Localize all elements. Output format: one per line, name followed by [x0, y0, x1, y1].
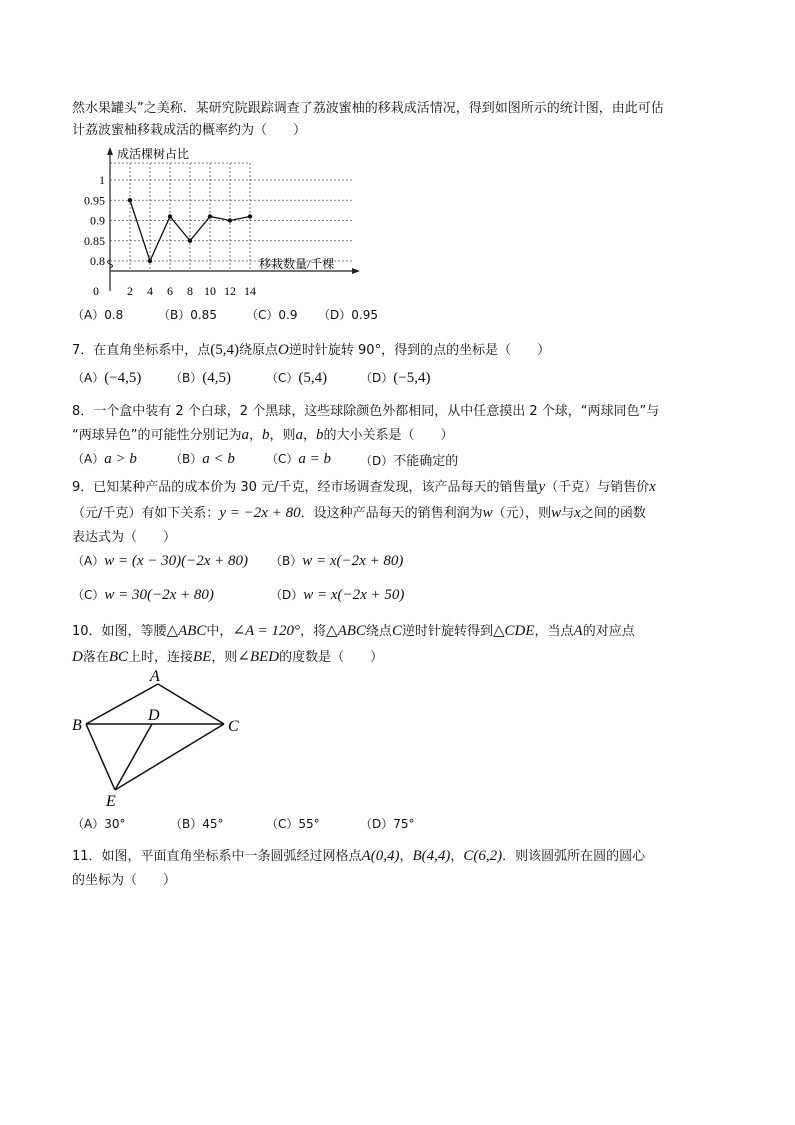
segment-ac: [158, 684, 224, 724]
q10-option-c[interactable]: （C）55°: [266, 817, 320, 831]
q7-option-a[interactable]: （A）(−4,5): [72, 370, 142, 386]
y-tick-label: 1: [99, 173, 105, 187]
y-axis-label: 成活棵树占比: [117, 147, 190, 161]
segment-be: [86, 724, 115, 790]
x-tick-label: 2: [127, 284, 133, 298]
q9-line-3: 表达式为（ ）: [72, 530, 177, 545]
q9-option-b[interactable]: （B）w = x(−2x + 80): [270, 553, 404, 569]
x-tick-label: 4: [147, 284, 153, 298]
q8-option-d[interactable]: （D）不能确定的: [360, 454, 459, 469]
data-point: [208, 214, 212, 218]
y-tick-label: 0.95: [84, 193, 105, 208]
y-axis-arrow: [107, 147, 113, 155]
data-point: [248, 214, 252, 218]
q8-line-1: 8．一个盒中装有 2 个白球，2 个黑球，这些球除颜色外都相同，从中任意摸出 2 个球，“两球同色”与: [72, 404, 660, 419]
x-tick-label: 8: [187, 284, 193, 298]
label-b: B: [72, 717, 82, 734]
q6-option-c[interactable]: （C）0.9: [246, 308, 298, 322]
x-tick-label: 6: [167, 284, 173, 298]
q9-option-d[interactable]: （D）w = x(−2x + 50): [270, 587, 405, 603]
q6-line-2: 计荔波蜜柚移栽成活的概率约为（ ）: [72, 123, 307, 138]
q10-option-d[interactable]: （D）75°: [360, 817, 415, 831]
data-point: [228, 218, 232, 222]
segment-ed: [115, 724, 152, 790]
q8-line-2: “两球异色”的可能性分别记为a，b，则a，b的大小关系是（ ）: [72, 427, 454, 443]
q11-line-1: 11．如图，平面直角坐标系中一条圆弧经过网格点A(0,4)，B(4,4)，C(6,2)．则该圆弧所在圆的圆心: [72, 848, 646, 864]
x-tick-label: 14: [244, 284, 256, 298]
q8-option-c[interactable]: （C）a = b: [266, 451, 332, 467]
segment-ec: [115, 724, 224, 790]
label-e: E: [106, 793, 116, 810]
q9-line-1: 9．已知某种产品的成本价为 30 元/千克，经市场调查发现，该产品每天的销售量y（千克）与销售价x: [72, 479, 656, 495]
q7-option-c[interactable]: （C）(5,4): [266, 370, 328, 386]
q11-line-2: 的坐标为（ ）: [72, 873, 177, 888]
q9-line-2: （元/千克）有如下关系：y = −2x + 80．设这种产品每天的销售利润为w（元），则w与x之间的函数: [72, 505, 646, 521]
q6-option-d[interactable]: （D）0.95: [318, 308, 378, 322]
q9-option-c[interactable]: （C）w = 30(−2x + 80): [72, 587, 214, 603]
data-point: [168, 214, 172, 218]
data-point: [128, 198, 132, 202]
triangle-rotation-figure: [72, 668, 252, 810]
x-tick-label: 12: [224, 284, 236, 298]
q6-option-a[interactable]: （A）0.8: [72, 308, 124, 322]
x-axis-label: 移栽数量/千棵: [259, 257, 335, 271]
q8-option-b[interactable]: （B）a < b: [170, 451, 235, 467]
q10-option-a[interactable]: （A）30°: [72, 817, 126, 831]
x-tick-label: 10: [204, 284, 216, 298]
q6-option-b[interactable]: （B）0.85: [158, 308, 217, 322]
y-tick-label: 0.9: [90, 213, 105, 228]
data-point: [188, 239, 192, 243]
y-tick-label: 0.8: [90, 254, 105, 268]
chart-grid: [110, 163, 354, 271]
label-a: A: [150, 668, 160, 685]
q8-option-a[interactable]: （A）a > b: [72, 451, 137, 467]
q10-option-b[interactable]: （B）45°: [170, 817, 224, 831]
data-point: [148, 259, 152, 263]
q7-option-d[interactable]: （D）(−5,4): [360, 370, 431, 386]
q10-line-2: D落在BC上时，连接BE，则∠BED的度数是（ ）: [72, 649, 384, 665]
x-axis-arrow: [352, 268, 360, 274]
q7-stem: 7．在直角坐标系中，点(5,4)绕原点O逆时针旋转 90°，得到的点的坐标是（ ）: [72, 342, 551, 358]
label-c: C: [228, 718, 239, 735]
q9-option-a[interactable]: （A）w = (x − 30)(−2x + 80): [72, 553, 249, 569]
label-d: D: [148, 707, 160, 724]
q10-line-1: 10．如图，等腰△ABC中，∠A = 120°，将△ABC绕点C逆时针旋转得到△CDE，当点A的对应点: [72, 623, 635, 639]
q6-line-1: 然水果罐头”之美称．某研究院跟踪调查了荔波蜜柚的移栽成活情况，得到如图所示的统计图，由此可估: [72, 101, 664, 116]
survival-rate-chart: [72, 143, 372, 303]
q7-option-b[interactable]: （B）(4,5): [170, 370, 231, 386]
y-tick-label: 0.85: [84, 233, 105, 248]
x-tick-label: 0: [93, 284, 99, 298]
